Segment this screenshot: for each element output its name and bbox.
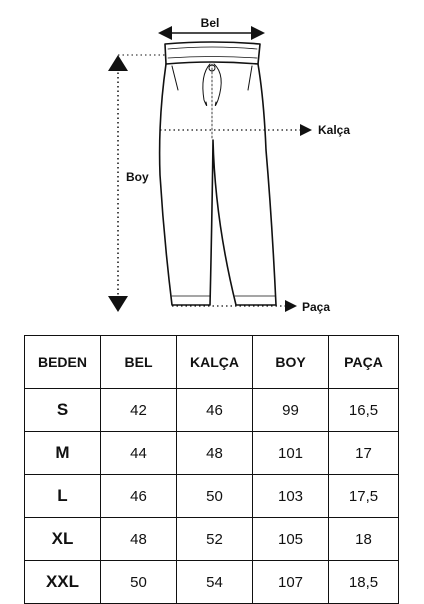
length-cell: 103 xyxy=(253,475,329,518)
waist-cell: 50 xyxy=(101,561,177,604)
header-length: BOY xyxy=(253,336,329,389)
length-cell: 105 xyxy=(253,518,329,561)
waist-cell: 46 xyxy=(101,475,177,518)
hip-cell: 50 xyxy=(177,475,253,518)
waist-label: Bel xyxy=(200,16,220,30)
size-chart xyxy=(24,335,399,604)
size-cell: M xyxy=(25,432,101,475)
waist-cell: 44 xyxy=(101,432,177,475)
size-cell: L xyxy=(25,475,101,518)
size-cell: XL xyxy=(25,518,101,561)
table-row xyxy=(25,518,399,561)
header-size: BEDEN xyxy=(25,336,101,389)
table-row xyxy=(25,475,399,518)
hem-label: Paça xyxy=(302,300,331,314)
hip-line xyxy=(160,124,312,136)
length-label: Boy xyxy=(126,170,149,184)
hem-cell: 18 xyxy=(329,518,399,561)
table-row xyxy=(25,432,399,475)
length-cell: 101 xyxy=(253,432,329,475)
length-cell: 99 xyxy=(253,389,329,432)
size-table xyxy=(24,335,399,604)
size-cell: S xyxy=(25,389,101,432)
header-hip: KALÇA xyxy=(177,336,253,389)
hip-cell: 52 xyxy=(177,518,253,561)
header-hem: PAÇA xyxy=(329,336,399,389)
hem-cell: 18,5 xyxy=(329,561,399,604)
hem-cell: 16,5 xyxy=(329,389,399,432)
hip-cell: 48 xyxy=(177,432,253,475)
hip-label: Kalça xyxy=(318,123,351,137)
size-cell: XXL xyxy=(25,561,101,604)
length-cell: 107 xyxy=(253,561,329,604)
table-row xyxy=(25,561,399,604)
hip-cell: 46 xyxy=(177,389,253,432)
table-header-row xyxy=(25,336,399,389)
hem-cell: 17,5 xyxy=(329,475,399,518)
pants-drawing xyxy=(160,42,276,305)
waist-cell: 48 xyxy=(101,518,177,561)
header-waist: BEL xyxy=(101,336,177,389)
hip-cell: 54 xyxy=(177,561,253,604)
hem-cell: 17 xyxy=(329,432,399,475)
table-row xyxy=(25,389,399,432)
waist-cell: 42 xyxy=(101,389,177,432)
